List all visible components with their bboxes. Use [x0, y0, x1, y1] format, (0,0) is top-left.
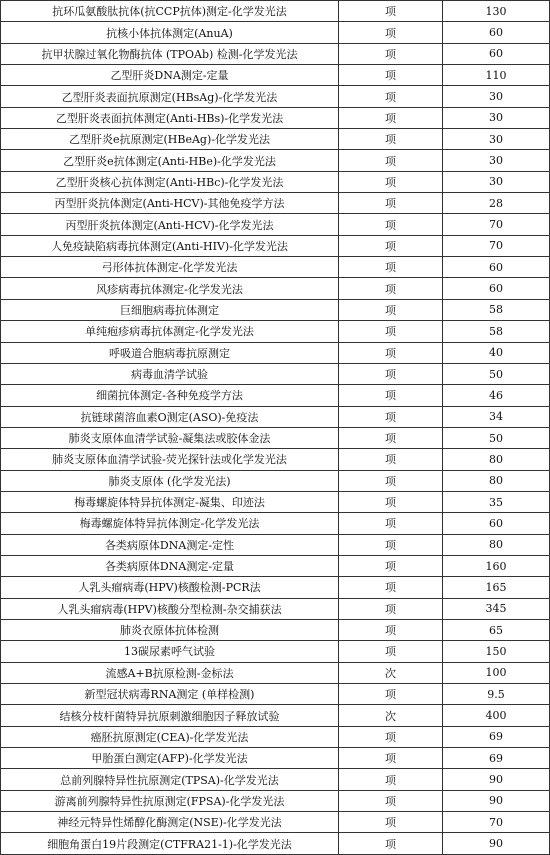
item-name-cell: 甲胎蛋白测定(AFP)-化学发光法	[1, 748, 339, 769]
price-cell: 80	[443, 449, 550, 470]
unit-cell: 项	[339, 641, 443, 662]
price-cell: 100	[443, 662, 550, 683]
table-row	[1, 619, 550, 640]
item-name-cell: 巨细胞病毒抗体测定	[1, 299, 339, 320]
table-row	[1, 790, 550, 811]
table-row	[1, 171, 550, 192]
item-name-cell: 病毒血清学试验	[1, 363, 339, 384]
price-cell: 60	[443, 278, 550, 299]
item-name-cell: 细胞角蛋白19片段测定(CTFRA21-1)-化学发光法	[1, 833, 339, 854]
price-cell: 69	[443, 748, 550, 769]
unit-cell: 项	[339, 449, 443, 470]
table-row	[1, 214, 550, 235]
price-cell: 60	[443, 513, 550, 534]
table-row	[1, 299, 550, 320]
unit-cell: 项	[339, 342, 443, 363]
item-name-cell: 神经元特异性烯醇化酶测定(NSE)-化学发光法	[1, 812, 339, 833]
item-name-cell: 肺炎衣原体抗体检测	[1, 619, 339, 640]
price-cell: 400	[443, 705, 550, 726]
item-name-cell: 梅毒螺旋体特异抗体测定-凝集、印迹法	[1, 491, 339, 512]
unit-cell: 项	[339, 726, 443, 747]
item-name-cell: 细菌抗体测定-各种免疫学方法	[1, 385, 339, 406]
price-cell: 160	[443, 555, 550, 576]
unit-cell: 项	[339, 534, 443, 555]
price-cell: 60	[443, 43, 550, 64]
table-row	[1, 662, 550, 683]
item-name-cell: 新型冠状病毒RNA测定 (单样检测)	[1, 684, 339, 705]
table-row	[1, 406, 550, 427]
unit-cell: 项	[339, 577, 443, 598]
price-cell: 30	[443, 150, 550, 171]
unit-cell: 项	[339, 278, 443, 299]
unit-cell: 项	[339, 150, 443, 171]
table-row	[1, 641, 550, 662]
table-row	[1, 193, 550, 214]
item-name-cell: 抗环瓜氨酸肽抗体(抗CCP抗体)测定-化学发光法	[1, 1, 339, 22]
item-name-cell: 丙型肝炎抗体测定(Anti-HCV)-其他免疫学方法	[1, 193, 339, 214]
unit-cell: 项	[339, 235, 443, 256]
unit-cell: 项	[339, 107, 443, 128]
table-row	[1, 107, 550, 128]
unit-cell: 项	[339, 257, 443, 278]
table-row	[1, 705, 550, 726]
price-cell: 110	[443, 65, 550, 86]
table-row	[1, 321, 550, 342]
price-cell: 46	[443, 385, 550, 406]
table-row	[1, 555, 550, 576]
price-cell: 90	[443, 790, 550, 811]
item-name-cell: 肺炎支原体血清学试验-凝集法或胶体金法	[1, 427, 339, 448]
table-body	[1, 1, 550, 855]
item-name-cell: 各类病原体DNA测定-定量	[1, 555, 339, 576]
price-cell: 70	[443, 812, 550, 833]
item-name-cell: 各类病原体DNA测定-定性	[1, 534, 339, 555]
unit-cell: 项	[339, 619, 443, 640]
price-cell: 30	[443, 86, 550, 107]
unit-cell: 项	[339, 406, 443, 427]
unit-cell: 项	[339, 748, 443, 769]
unit-cell: 项	[339, 812, 443, 833]
price-cell: 150	[443, 641, 550, 662]
item-name-cell: 肺炎支原体 (化学发光法)	[1, 470, 339, 491]
item-name-cell: 弓形体抗体测定-化学发光法	[1, 257, 339, 278]
item-name-cell: 肺炎支原体血清学试验-荧光探针法或化学发光法	[1, 449, 339, 470]
price-cell: 58	[443, 321, 550, 342]
price-cell: 70	[443, 235, 550, 256]
item-name-cell: 游离前列腺特异性抗原测定(FPSA)-化学发光法	[1, 790, 339, 811]
item-name-cell: 梅毒螺旋体特异抗体测定-化学发光法	[1, 513, 339, 534]
price-cell: 65	[443, 619, 550, 640]
item-name-cell: 丙型肝炎抗体测定(Anti-HCV)-化学发光法	[1, 214, 339, 235]
unit-cell: 项	[339, 555, 443, 576]
unit-cell: 项	[339, 427, 443, 448]
unit-cell: 项	[339, 86, 443, 107]
item-name-cell: 总前列腺特异性抗原测定(TPSA)-化学发光法	[1, 769, 339, 790]
table-row	[1, 534, 550, 555]
table-row	[1, 278, 550, 299]
price-cell: 30	[443, 129, 550, 150]
unit-cell: 次	[339, 705, 443, 726]
item-name-cell: 抗核小体抗体测定(AnuA)	[1, 22, 339, 43]
table-row	[1, 385, 550, 406]
unit-cell: 项	[339, 790, 443, 811]
unit-cell: 项	[339, 598, 443, 619]
table-row	[1, 342, 550, 363]
price-cell: 70	[443, 214, 550, 235]
price-cell: 69	[443, 726, 550, 747]
table-row	[1, 257, 550, 278]
unit-cell: 项	[339, 129, 443, 150]
item-name-cell: 乙型肝炎表面抗原测定(HBsAg)-化学发光法	[1, 86, 339, 107]
table-row	[1, 684, 550, 705]
price-cell: 80	[443, 534, 550, 555]
unit-cell: 项	[339, 491, 443, 512]
table-row	[1, 150, 550, 171]
item-name-cell: 乙型肝炎e抗原测定(HBeAg)-化学发光法	[1, 129, 339, 150]
unit-cell: 项	[339, 299, 443, 320]
unit-cell: 项	[339, 769, 443, 790]
table-row	[1, 86, 550, 107]
item-name-cell: 呼吸道合胞病毒抗原测定	[1, 342, 339, 363]
item-name-cell: 乙型肝炎e抗体测定(Anti-HBe)-化学发光法	[1, 150, 339, 171]
unit-cell: 项	[339, 1, 443, 22]
table-row	[1, 43, 550, 64]
unit-cell: 项	[339, 470, 443, 491]
item-name-cell: 结核分枝杆菌特异抗原刺激细胞因子释放试验	[1, 705, 339, 726]
item-name-cell: 13碳尿素呼气试验	[1, 641, 339, 662]
unit-cell: 项	[339, 363, 443, 384]
price-cell: 35	[443, 491, 550, 512]
item-name-cell: 乙型肝炎核心抗体测定(Anti-HBc)-化学发光法	[1, 171, 339, 192]
unit-cell: 项	[339, 513, 443, 534]
table-row	[1, 598, 550, 619]
price-cell: 30	[443, 107, 550, 128]
item-name-cell: 乙型肝炎表面抗体测定(Anti-HBs)-化学发光法	[1, 107, 339, 128]
item-name-cell: 抗链球菌溶血素O测定(ASO)-免疫法	[1, 406, 339, 427]
unit-cell: 项	[339, 214, 443, 235]
price-cell: 28	[443, 193, 550, 214]
price-cell: 34	[443, 406, 550, 427]
price-cell: 90	[443, 769, 550, 790]
table-row	[1, 812, 550, 833]
unit-cell: 项	[339, 385, 443, 406]
table-row	[1, 363, 550, 384]
item-name-cell: 流感A+B抗原检测-金标法	[1, 662, 339, 683]
item-name-cell: 人免疫缺陷病毒抗体测定(Anti-HIV)-化学发光法	[1, 235, 339, 256]
unit-cell: 项	[339, 321, 443, 342]
item-name-cell: 癌胚抗原测定(CEA)-化学发光法	[1, 726, 339, 747]
price-cell: 50	[443, 363, 550, 384]
table-row	[1, 470, 550, 491]
price-cell: 345	[443, 598, 550, 619]
unit-cell: 项	[339, 171, 443, 192]
unit-cell: 次	[339, 662, 443, 683]
table-row	[1, 22, 550, 43]
unit-cell: 项	[339, 193, 443, 214]
price-cell: 90	[443, 833, 550, 854]
price-cell: 60	[443, 257, 550, 278]
price-cell: 40	[443, 342, 550, 363]
price-cell: 50	[443, 427, 550, 448]
table-row	[1, 427, 550, 448]
table-row	[1, 513, 550, 534]
table-row	[1, 235, 550, 256]
item-name-cell: 人乳头瘤病毒(HPV)核酸分型检测-杂交捕获法	[1, 598, 339, 619]
price-cell: 58	[443, 299, 550, 320]
table-row	[1, 129, 550, 150]
table-row	[1, 449, 550, 470]
table-row	[1, 491, 550, 512]
table-row	[1, 726, 550, 747]
item-name-cell: 风疹病毒抗体测定-化学发光法	[1, 278, 339, 299]
item-name-cell: 单纯疱疹病毒抗体测定-化学发光法	[1, 321, 339, 342]
table-row	[1, 769, 550, 790]
price-cell: 80	[443, 470, 550, 491]
price-cell: 60	[443, 22, 550, 43]
table-row	[1, 748, 550, 769]
unit-cell: 项	[339, 43, 443, 64]
item-name-cell: 抗甲状腺过氧化物酶抗体 (TPOAb) 检测-化学发光法	[1, 43, 339, 64]
item-name-cell: 人乳头瘤病毒(HPV)核酸检测-PCR法	[1, 577, 339, 598]
table-row	[1, 1, 550, 22]
unit-cell: 项	[339, 833, 443, 854]
unit-cell: 项	[339, 65, 443, 86]
price-cell: 9.5	[443, 684, 550, 705]
unit-cell: 项	[339, 684, 443, 705]
price-cell: 130	[443, 1, 550, 22]
table-row	[1, 833, 550, 854]
table-row	[1, 65, 550, 86]
unit-cell: 项	[339, 22, 443, 43]
item-name-cell: 乙型肝炎DNA测定-定量	[1, 65, 339, 86]
table-row	[1, 577, 550, 598]
price-cell: 165	[443, 577, 550, 598]
price-cell: 30	[443, 171, 550, 192]
